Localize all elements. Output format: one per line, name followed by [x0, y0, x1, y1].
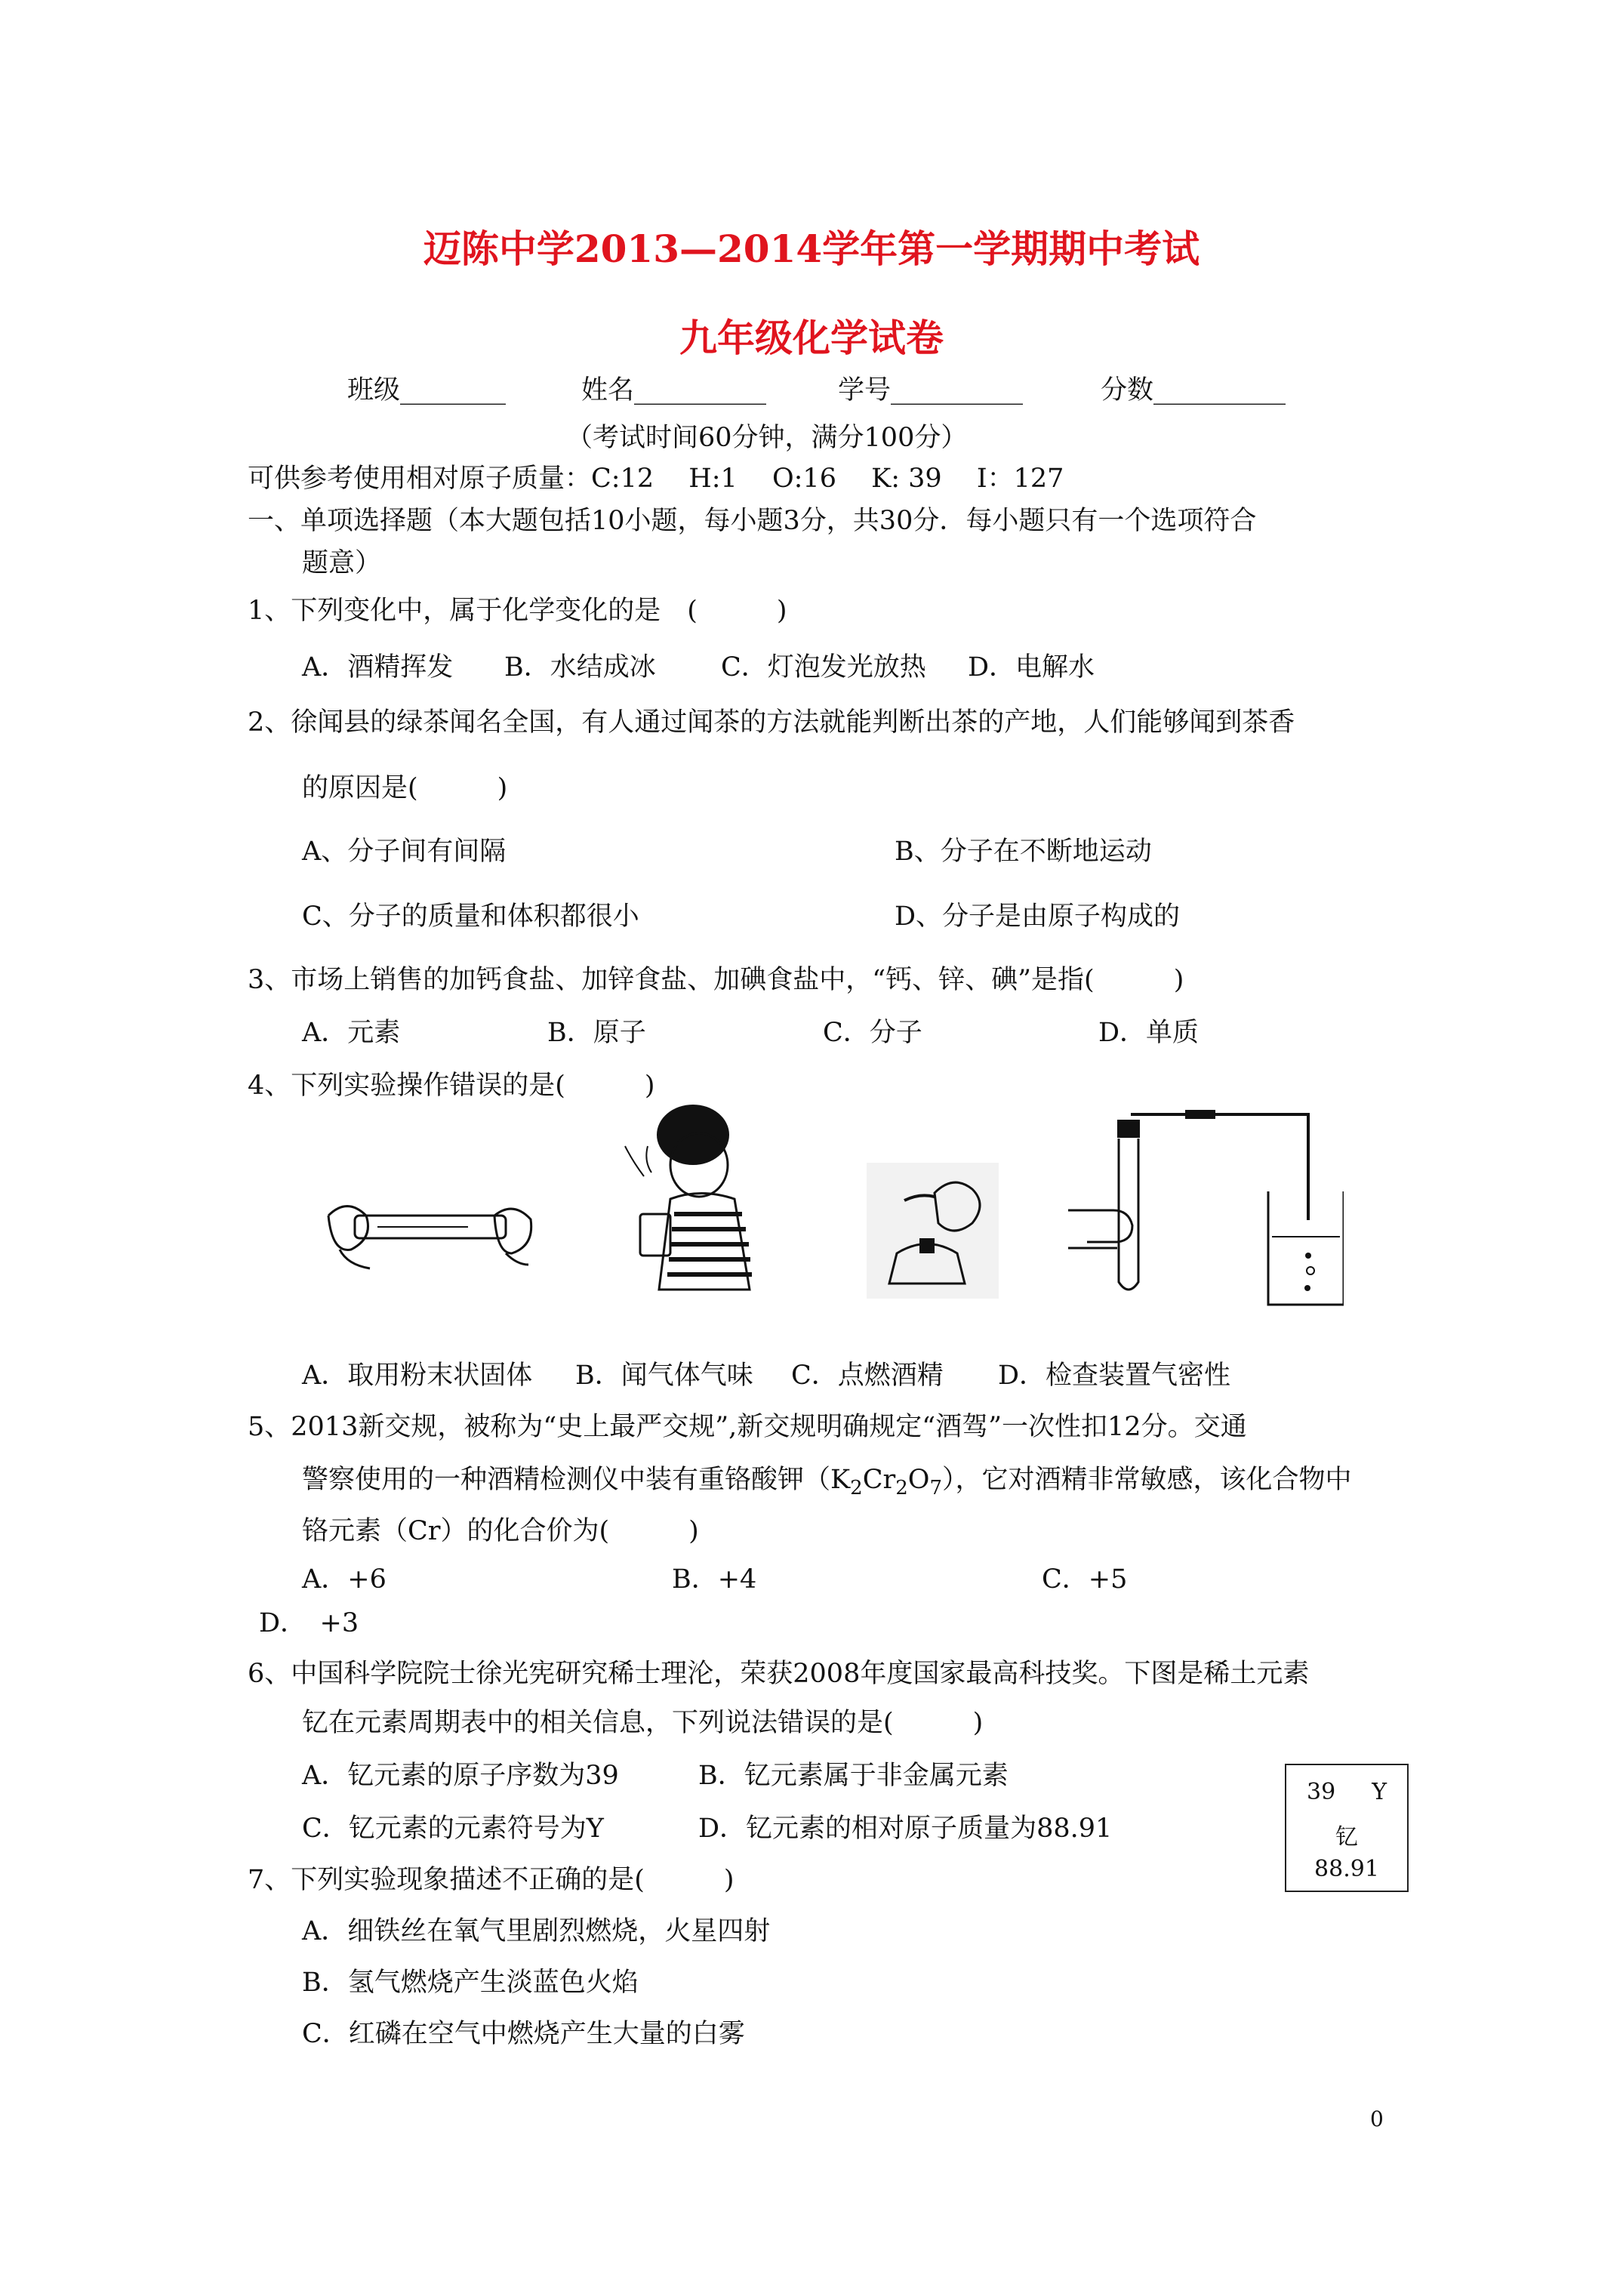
- formula-subscript-o: 7: [929, 1477, 943, 1499]
- q7-stem: 7、下列实验现象描述不正确的是( ): [248, 1865, 735, 1895]
- q1-stem: 1、下列变化中，属于化学变化的是 ( ): [248, 596, 787, 626]
- q3-option-b: B．原子: [547, 1018, 646, 1048]
- field-score: 分数__________: [1101, 375, 1286, 405]
- q1-option-d: D．电解水: [968, 652, 1095, 683]
- q3-option-d: D．单质: [1098, 1018, 1200, 1048]
- q5-stem-part-a: 警察使用的一种酒精检测仪中装有重铬酸钾（K: [302, 1465, 851, 1495]
- q5-option-c: C．+5: [1042, 1564, 1128, 1595]
- formula-o: O: [907, 1465, 930, 1495]
- q1-option-a: A．酒精挥发: [302, 652, 454, 683]
- page-number: 0: [1370, 2106, 1384, 2131]
- element-atomic-number: 39: [1307, 1779, 1336, 1805]
- q5-option-d: D． +3: [259, 1608, 359, 1638]
- field-number: 学号__________: [838, 375, 1024, 405]
- q2-stem-cont: 的原因是( ): [302, 773, 508, 803]
- element-symbol: Y: [1372, 1779, 1387, 1805]
- q6-option-d: D．钇元素的相对原子质量为88.91: [698, 1814, 1113, 1844]
- q7-option-c: C．红磷在空气中燃烧产生大量的白雾: [302, 2019, 745, 2049]
- powder-tube-figure: [325, 1185, 536, 1276]
- exam-subtitle: 九年级化学试卷: [679, 316, 944, 360]
- q5-stem-cont: [302, 1463, 1352, 1505]
- element-mass: 88.91: [1314, 1856, 1379, 1882]
- section1-heading-cont: 题意）: [302, 548, 382, 578]
- q6-option-c: C．钇元素的元素符号为Y: [302, 1814, 604, 1844]
- q5-stem: 5、2013新交规，被称为“史上最严交规”,新交规明确规定“酒驾”一次性扣12分。交通: [248, 1412, 1247, 1442]
- q2-option-b: B、分子在不断地运动: [895, 837, 1152, 867]
- field-class: 班级________: [347, 375, 507, 405]
- q6-option-b: B．钇元素属于非金属元素: [698, 1761, 1009, 1791]
- q4-option-d: D．检查装置气密性: [998, 1361, 1231, 1391]
- smelling-gas-figure: [610, 1101, 784, 1297]
- q5-option-a: A．+6: [302, 1564, 387, 1595]
- q7-option-a: A．细铁丝在氧气里剧烈燃烧，火星四射: [302, 1916, 771, 1946]
- q2-option-d: D、分子是由原子构成的: [895, 901, 1181, 932]
- q2-stem: 2、徐闻县的绿茶闻名全国，有人通过闻茶的方法就能判断出茶的产地，人们能够闻到茶香: [248, 707, 1295, 738]
- formula-cr: Cr: [862, 1465, 896, 1495]
- q6-stem-cont: 钇在元素周期表中的相关信息，下列说法错误的是( ): [302, 1708, 984, 1738]
- airtightness-check-figure: [1064, 1108, 1344, 1312]
- q6-stem: 6、中国科学院院士徐光宪研究稀士理沦，荣获2008年度国家最高科技奖。下图是稀土元素: [248, 1659, 1310, 1689]
- q7-option-b: B．氢气燃烧产生淡蓝色火焰: [302, 1968, 639, 1998]
- q1-option-c: C．灯泡发光放热: [721, 652, 926, 683]
- q3-stem: 3、市场上销售的加钙食盐、加锌食盐、加碘食盐中，“钙、锌、碘”是指( ): [248, 965, 1184, 995]
- yttrium-element-box: [1285, 1764, 1409, 1892]
- element-name: 钇: [1335, 1824, 1358, 1851]
- exam-title: 迈陈中学2013—2014学年第一学期期中考试: [423, 227, 1200, 271]
- lighting-alcohol-lamp-figure: [867, 1163, 999, 1299]
- q6-option-a: A．钇元素的原子序数为39: [302, 1761, 619, 1791]
- field-name: 姓名__________: [581, 375, 767, 405]
- q4-option-c: C．点燃酒精: [791, 1361, 944, 1391]
- section1-heading: 一、单项选择题（本大题包括10小题，每小题3分，共30分．每小题只有一个选项符合: [248, 506, 1257, 536]
- q3-option-c: C．分子: [823, 1018, 922, 1048]
- q4-option-a: A．取用粉末状固体: [302, 1361, 533, 1391]
- q2-option-c: C、分子的质量和体积都很小: [302, 901, 639, 932]
- q4-option-b: B．闻气体气味: [575, 1361, 753, 1391]
- q5-stem-part-b: ），它对酒精非常敏感，该化合物中: [942, 1465, 1352, 1495]
- q1-option-b: B．水结成冰: [504, 652, 656, 683]
- formula-subscript-cr: 2: [895, 1477, 908, 1499]
- formula-subscript-k: 2: [850, 1477, 863, 1499]
- q4-stem: 4、下列实验操作错误的是( ): [248, 1071, 655, 1101]
- q5-stem-cont2: 铬元素（Cr）的化合价为( ): [302, 1516, 699, 1546]
- q3-option-a: A．元素: [302, 1018, 401, 1048]
- q5-option-b: B．+4: [672, 1564, 757, 1595]
- atomic-masses: 可供参考使用相对原子质量：C:12 H:1 O:16 K: 39 I：127: [248, 464, 1064, 494]
- q2-option-a: A、分子间有间隔: [302, 837, 507, 867]
- exam-info: （考试时间60分钟，满分100分）: [566, 423, 968, 453]
